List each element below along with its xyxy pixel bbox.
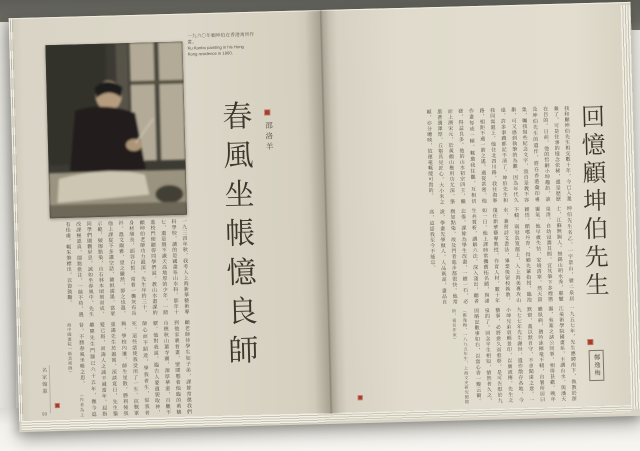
photo-gu-kunbo-painting xyxy=(45,42,186,219)
right-author-note: （鄭逸梅，一八九五年生，上海文史研究館館員，畏名作家） xyxy=(451,308,471,405)
magazine-spread xyxy=(9,2,640,432)
right-article-text-band1 xyxy=(345,106,572,208)
photo-caption-english-line1: Ku Kunbo painting in his Hong xyxy=(187,44,244,51)
author-seal-icon-right xyxy=(587,339,593,345)
magazine-name: 名家翰墨 xyxy=(40,367,47,396)
left-article-author: 邵洛羊 xyxy=(264,121,275,154)
right-article-text-band3 xyxy=(350,305,577,407)
page-number: 93 xyxy=(41,411,48,417)
author-seal-icon-left xyxy=(264,109,270,115)
photo-caption xyxy=(187,32,258,57)
right-article-text-band2 xyxy=(348,206,575,308)
right-article-author: 鄭逸梅 xyxy=(592,353,601,378)
left-article-title: 春風坐帳憶良師 xyxy=(216,99,258,374)
photo-caption-english-line2: Kong residence in 1960. xyxy=(187,49,233,57)
right-body-2: 坤伯先生名乙，一字景山，號二泉居士，江蘇無錫人。無錫山明水秀，惠麓泉清，自幼浸潤其間，宜其筆下多煙巒靈氣。他早歲失怙，家境清寒，然天資穎悟，酷嗜丹青，得鄉先輩指授，臨池不輟。弱冠負笈滬上，入上海美專攻山水，兼習詩文書法，畢業後留校執教，復任新華藝專教授，作育人材，數十年如一日。他上課時常攜舊拓名蹟，與諸生共賞析，講解六法，深入淺出，聽者忘倦。課餘為學生改畫，一樹一石，必親加點染，故及門者進步都很快。他常說，學畫先學做人，人品既高，畫品自高，這話我至今不能忘。 xyxy=(428,205,574,305)
left-body-bottom: 顧老師待學生如子弟，課餘常邀我們到他家裏看畫，壁間懸着他臨的黃鶴山樵秋山蕭寺圖，渾厚華滋，百觀不厭。他對我說，臨古人要遺貌取神，師心而不蹈迹，學我者生，似我者死，這些話使我受用了一生。抗戰軍興，學校內遷，師生星散，勝利後我重謁先生於滬寓，深談竟日，先生鬚髮已斑，而誨人之誠不減當年。屈指離開先生門牆已六十五年，撫今追昔，不勝春風坐帳之思。 xyxy=(77,319,192,418)
left-body-top: 一九三四年秋，我考入上海新華藝術專科學校，讀的是國畫系山水科。那年十七，還是個不識天高地厚的少年，一踏進校門便聽得同學們說，教山水畫課的顧坤伯老師功力最深。先生年約三十，身材頎長，面容白皙，常着一襲灰布長衫，溫文爾雅，望之儼然，即之也溫。他上課從不多講空話，鋪紙濡墨，當眾示範，皴擦點染，山石林木頃刻而成，同學們圍觀屏息，誠如坐春風中。先生改課極認真，圈點批注，一絲不苟，遇有佳處，輒朱筆標出，以資鼓勵。 xyxy=(64,218,189,318)
left-article-text-bottom xyxy=(50,320,193,419)
right-body-3: 一九五七年，先生應聘南下，執教於浙江美術學院國畫系，主講山水，與潘天壽、吳茀之諸公同事，相得甚歡。晚年雖臥病，猶吟詠揮毫不輟，自署所居曰默齋，蓋以默自守、不求聞達之意。一九七七年先生謝世，遺作散存各地，今小坤兄弟裒輯景印，以廣流傳，先生之藝事，必將愈久而愈彰，是可告慰於九泉的了。回念平生相知，愴然者久之，因略記數事如右，以當心香一瓣云爾。 xyxy=(473,305,576,405)
end-of-section-seal-icon-right xyxy=(358,395,363,400)
right-body-1: 我和顧坤伯先生相交數十年，今已入耄耋了，可是往事的憶念依稀，還是歷歷在目的。日前，他的哲嗣小坤趨訪，談及坤伯先生的遺作，將在香港彙印專集，囑我寫些紀念文字，我自是義不容辭，可又感到執筆的為難，因為年代久遠，許多事蹟都記不清了。坤伯先生和我同寓滬上，他住北四川路，我住海寧路，相距不過一箭之遙，過從甚密。他作畫每成一幀，輒邀我往觀，互相切磋，得益良多。他的山水初宗四王，繼而上溯宋元，於黃鶴山樵用功尤深，筆墨蒼潤渾厚，丘壑具見匠心，大小米之顛，亦分嚰映，故運毫輒能可貴的。 xyxy=(425,105,571,206)
right-article-author-box xyxy=(589,350,605,381)
right-article-title: 回憶顧坤伯先生 xyxy=(576,103,608,301)
left-article-text-top xyxy=(47,219,190,319)
photo-caption-chinese: 一九六〇年顧坤伯在香港寓所作畫。 xyxy=(187,31,255,45)
left-author-note: （作者為上海中國畫院一級美術師） xyxy=(67,322,86,418)
end-of-article-seal-icon-left xyxy=(55,403,60,408)
